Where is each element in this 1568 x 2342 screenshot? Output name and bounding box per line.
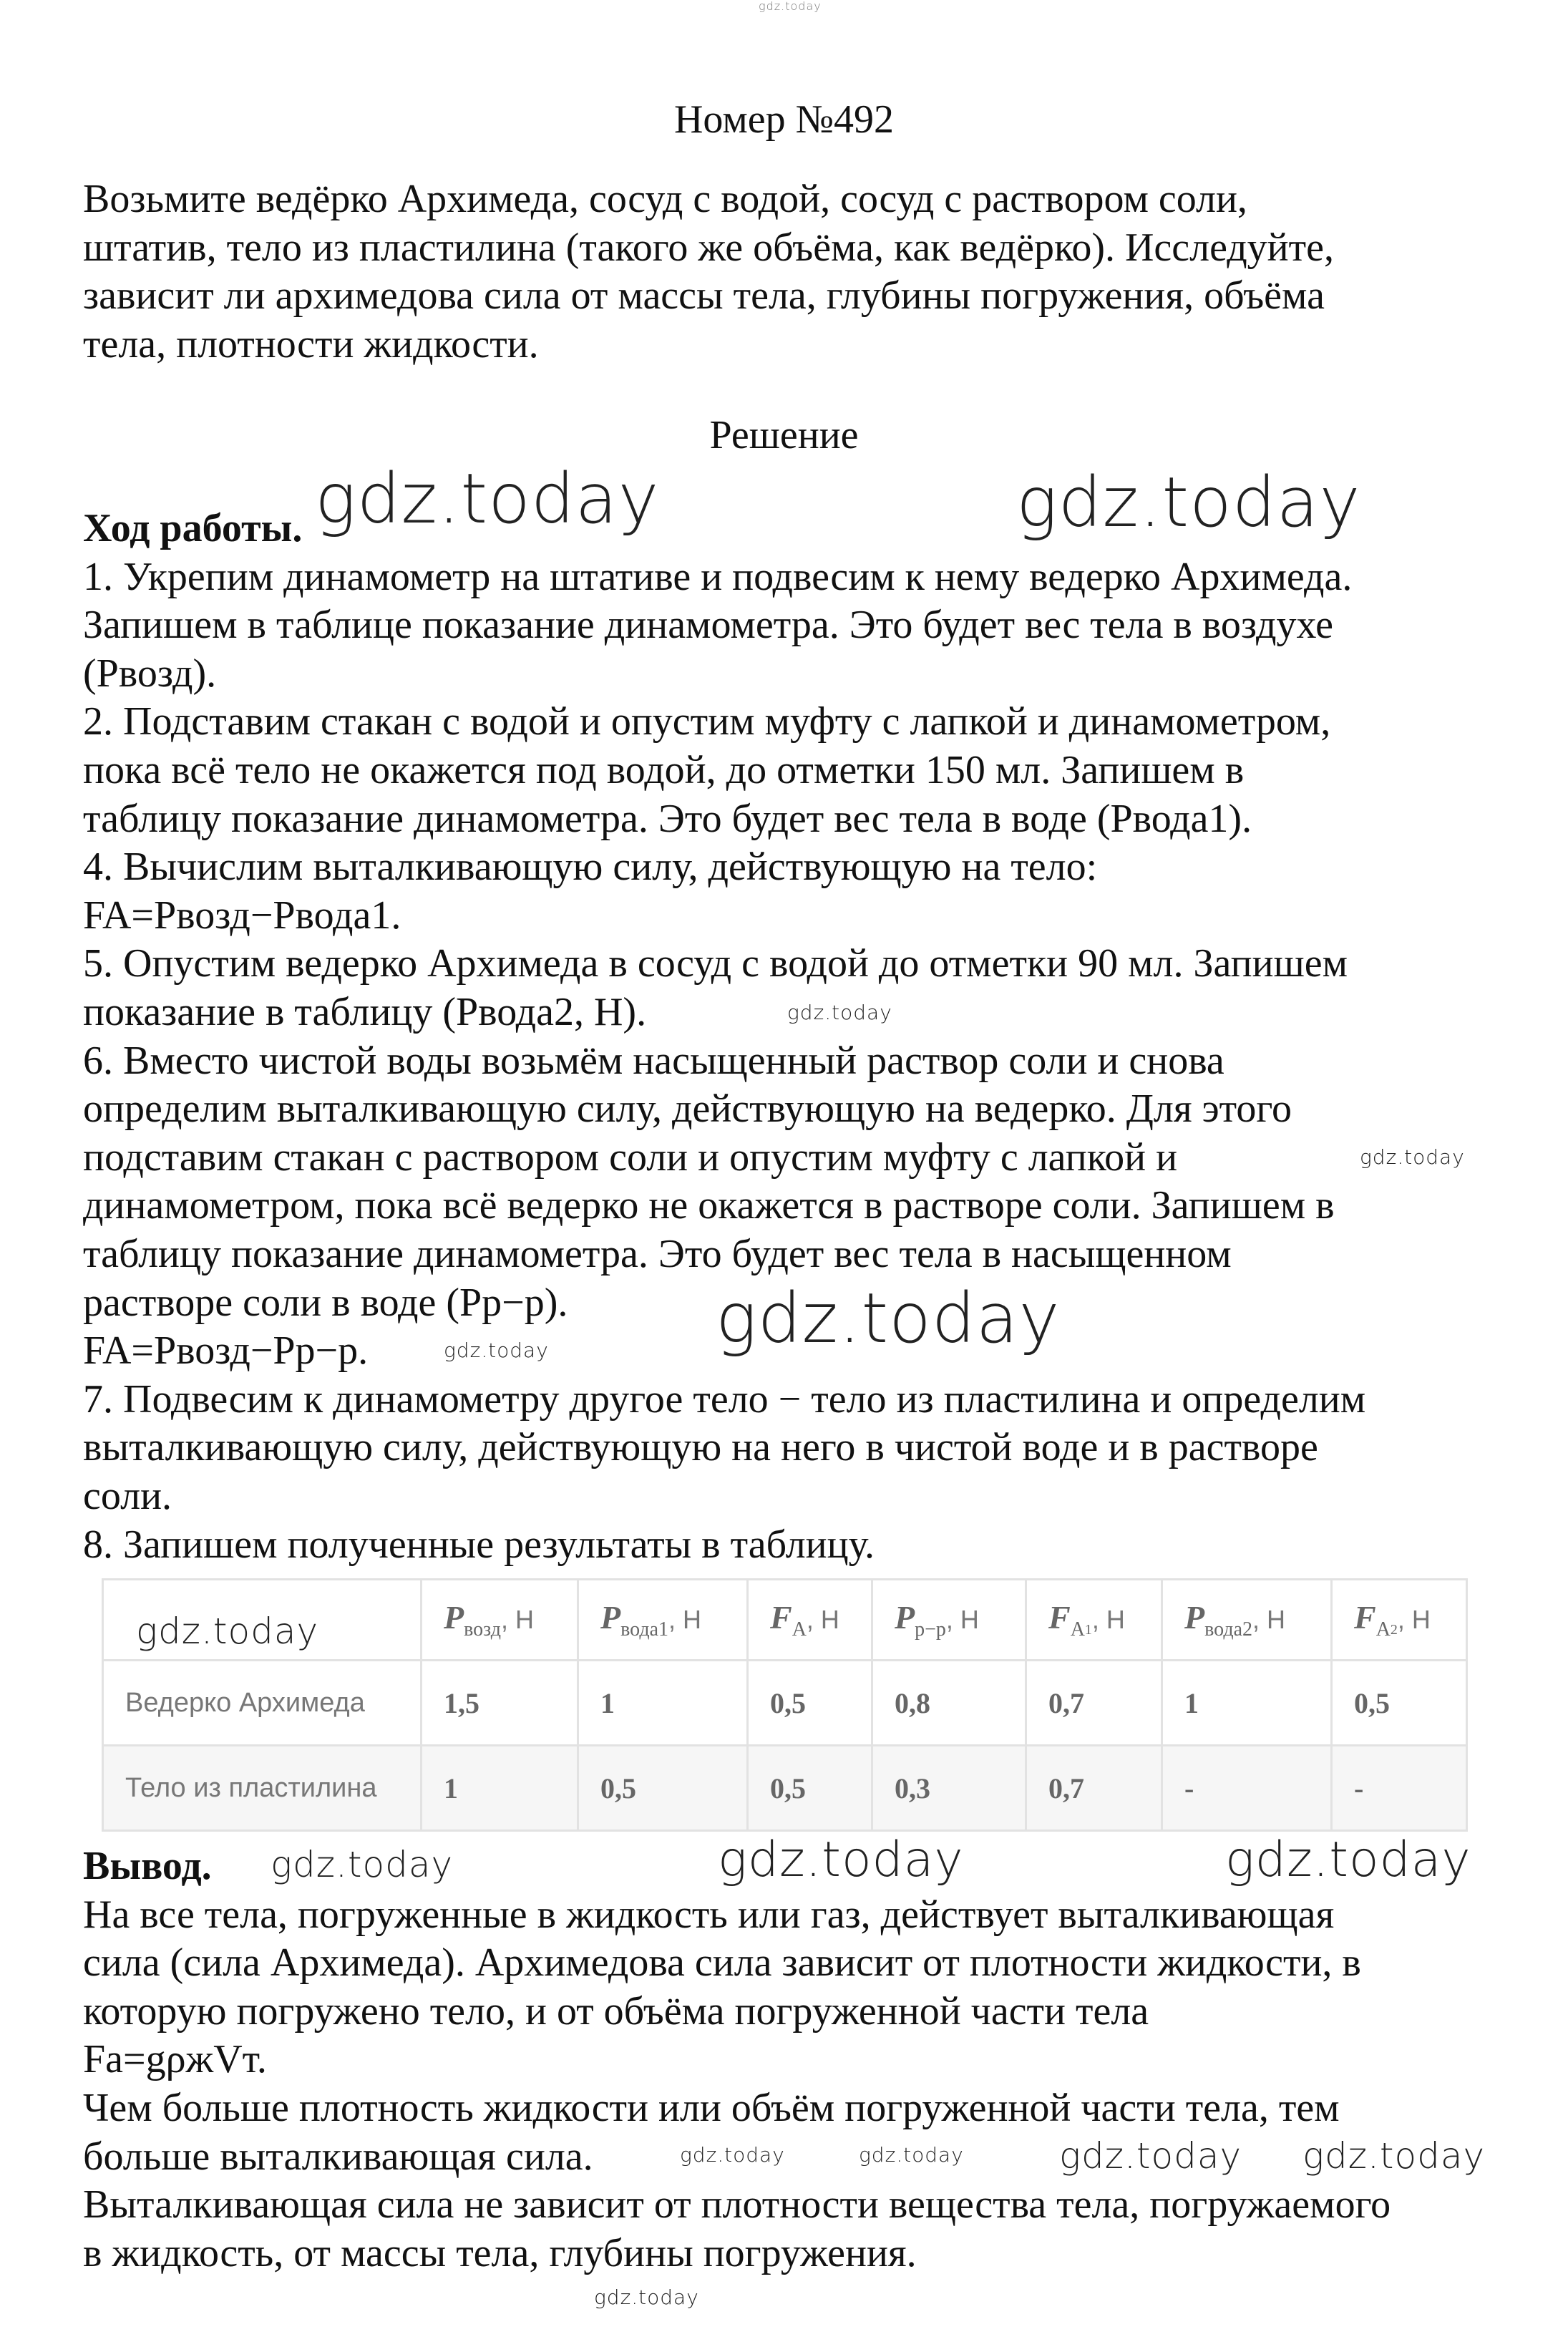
watermark: gdz.today: [136, 1610, 319, 1652]
table-cell: 1: [422, 1746, 578, 1831]
header-cell: $P_{р-р}$, Н: [872, 1580, 1026, 1661]
work-line: показание в таблицу (Рвода2, Н).: [83, 990, 647, 1034]
row-name: Тело из пластилина: [103, 1746, 422, 1831]
work-line: 7. Подвесим к динамометру другое тело − тело из пластилина и определим: [83, 1376, 1366, 1422]
work-line: определим выталкивающую силу, действующую на ведерко. Для этого: [83, 1087, 1292, 1132]
work-line: 2. Подставим стакан с водой и опустим муфту с лапкой и динамометром,: [83, 699, 1331, 744]
task-line: тела, плотности жидкости.: [83, 321, 539, 366]
table-cell: 0,8: [872, 1661, 1026, 1746]
watermark: gdz.today: [594, 2285, 699, 2309]
conclusion-line: Выталкивающая сила не зависит от плотности вещества тела, погружаемого: [83, 2182, 1391, 2227]
task-line: зависит ли архимедова сила от массы тела, глубины погружения, объёма: [83, 273, 1325, 319]
header-cell: $P_{возд}$, Н: [422, 1580, 578, 1661]
header-cell: $P_{вода2}$, Н: [1162, 1580, 1332, 1661]
header-cell: $F_{A1}$, Н: [1026, 1580, 1162, 1661]
work-line: пока всё тело не окажется под водой, до отметки 150 мл. Запишем в: [83, 748, 1245, 792]
header-cell: $F_A$, Н: [748, 1580, 872, 1661]
work-line: 6. Вместо чистой воды возьмём насыщенный раствор соли и снова: [83, 1038, 1224, 1083]
work-line: FA=Рвозд−Рвода1.: [83, 893, 401, 938]
work-line: динамометром, пока всё ведерко не окажется в растворе соли. Запишем в: [83, 1183, 1335, 1228]
row-name: Ведерко Архимеда: [103, 1661, 422, 1746]
table-cell: 1: [1162, 1661, 1332, 1746]
watermark: gdz.today: [716, 1278, 1061, 1359]
conclusion-line: больше выталкивающая сила.: [83, 2134, 593, 2179]
table-cell: -: [1332, 1746, 1467, 1831]
task-line: штатив, тело из пластилина (такого же объёма, как ведёрко). Исследуйте,: [83, 225, 1334, 270]
page-title: Номер №492: [673, 97, 895, 142]
table-cell: 0,3: [872, 1746, 1026, 1831]
work-line: FA=Рвозд−Рр−р.: [83, 1328, 369, 1374]
work-heading: Ход работы.: [83, 506, 303, 550]
table-cell: 0,5: [1332, 1661, 1467, 1746]
conclusion-line: в жидкость, от массы тела, глубины погружения.: [83, 2230, 917, 2275]
work-line: таблицу показание динамометра. Это будет вес тела в воде (Рвода1).: [83, 796, 1252, 841]
watermark: gdz.today: [759, 0, 822, 13]
solution-heading: Решение: [709, 413, 859, 457]
table-cell: 0,5: [578, 1746, 748, 1831]
conclusion-line: сила (сила Архимеда). Архимедова сила зависит от плотности жидкости, в: [83, 1940, 1361, 1986]
conclusion-line: Fa=gρжVт.: [83, 2037, 267, 2082]
task-line: Возьмите ведёрко Архимеда, сосуд с водой, сосуд с раствором соли,: [83, 177, 1247, 221]
table-cell: 1: [578, 1661, 748, 1746]
table-cell: -: [1162, 1746, 1332, 1831]
watermark: gdz.today: [315, 459, 660, 539]
header-cell: $P_{вода1}$, Н: [578, 1580, 748, 1661]
watermark: gdz.today: [859, 2143, 964, 2167]
work-line: 1. Укрепим динамометр на штативе и подвесим к нему ведерко Архимеда.: [83, 554, 1353, 599]
work-line: соли.: [83, 1474, 172, 1518]
table-row: [103, 1661, 1467, 1746]
watermark: gdz.today: [680, 2143, 785, 2167]
table-cell: 0,5: [748, 1661, 872, 1746]
work-line: подставим стакан с раствором соли и опустим муфту с лапкой и: [83, 1134, 1178, 1180]
watermark: gdz.today: [1016, 462, 1361, 543]
header-cell: $F_{A2}$, Н: [1332, 1580, 1467, 1661]
watermark: gdz.today: [1302, 2135, 1486, 2177]
conclusion-heading: Вывод.: [83, 1844, 212, 1888]
watermark: gdz.today: [1225, 1832, 1471, 1888]
table-row: [103, 1746, 1467, 1831]
table-cell: 0,7: [1026, 1661, 1162, 1746]
watermark: gdz.today: [1059, 2135, 1242, 2177]
work-line: растворе соли в воде (Рр−р).: [83, 1280, 568, 1325]
watermark: gdz.today: [444, 1338, 549, 1362]
conclusion-line: которую погружено тело, и от объёма погруженной части тела: [83, 1988, 1149, 2034]
work-line: Запишем в таблице показание динамометра. Это будет вес тела в воздухе: [83, 603, 1333, 648]
work-line: таблицу показание динамометра. Это будет вес тела в насыщенном: [83, 1232, 1232, 1276]
conclusion-line: На все тела, погруженные в жидкость или газ, действует выталкивающая: [83, 1892, 1335, 1937]
work-line: (Рвозд).: [83, 651, 217, 696]
watermark: gdz.today: [718, 1832, 964, 1888]
work-line: 4. Вычислим выталкивающую силу, действующую на тело:: [83, 845, 1098, 890]
watermark: gdz.today: [787, 1001, 892, 1024]
work-line: выталкивающую силу, действующую на него в чистой воде и в растворе: [83, 1425, 1318, 1470]
table-cell: 0,7: [1026, 1746, 1162, 1831]
conclusion-line: Чем больше плотность жидкости или объём погруженной части тела, тем: [83, 2086, 1340, 2130]
work-line: 8. Запишем полученные результаты в таблицу.: [83, 1522, 875, 1567]
watermark: gdz.today: [271, 1844, 454, 1885]
table-cell: 0,5: [748, 1746, 872, 1831]
table-cell: 1,5: [422, 1661, 578, 1746]
work-line: 5. Опустим ведерко Архимеда в сосуд с водой до отметки 90 мл. Запишем: [83, 941, 1348, 986]
watermark: gdz.today: [1360, 1145, 1465, 1169]
